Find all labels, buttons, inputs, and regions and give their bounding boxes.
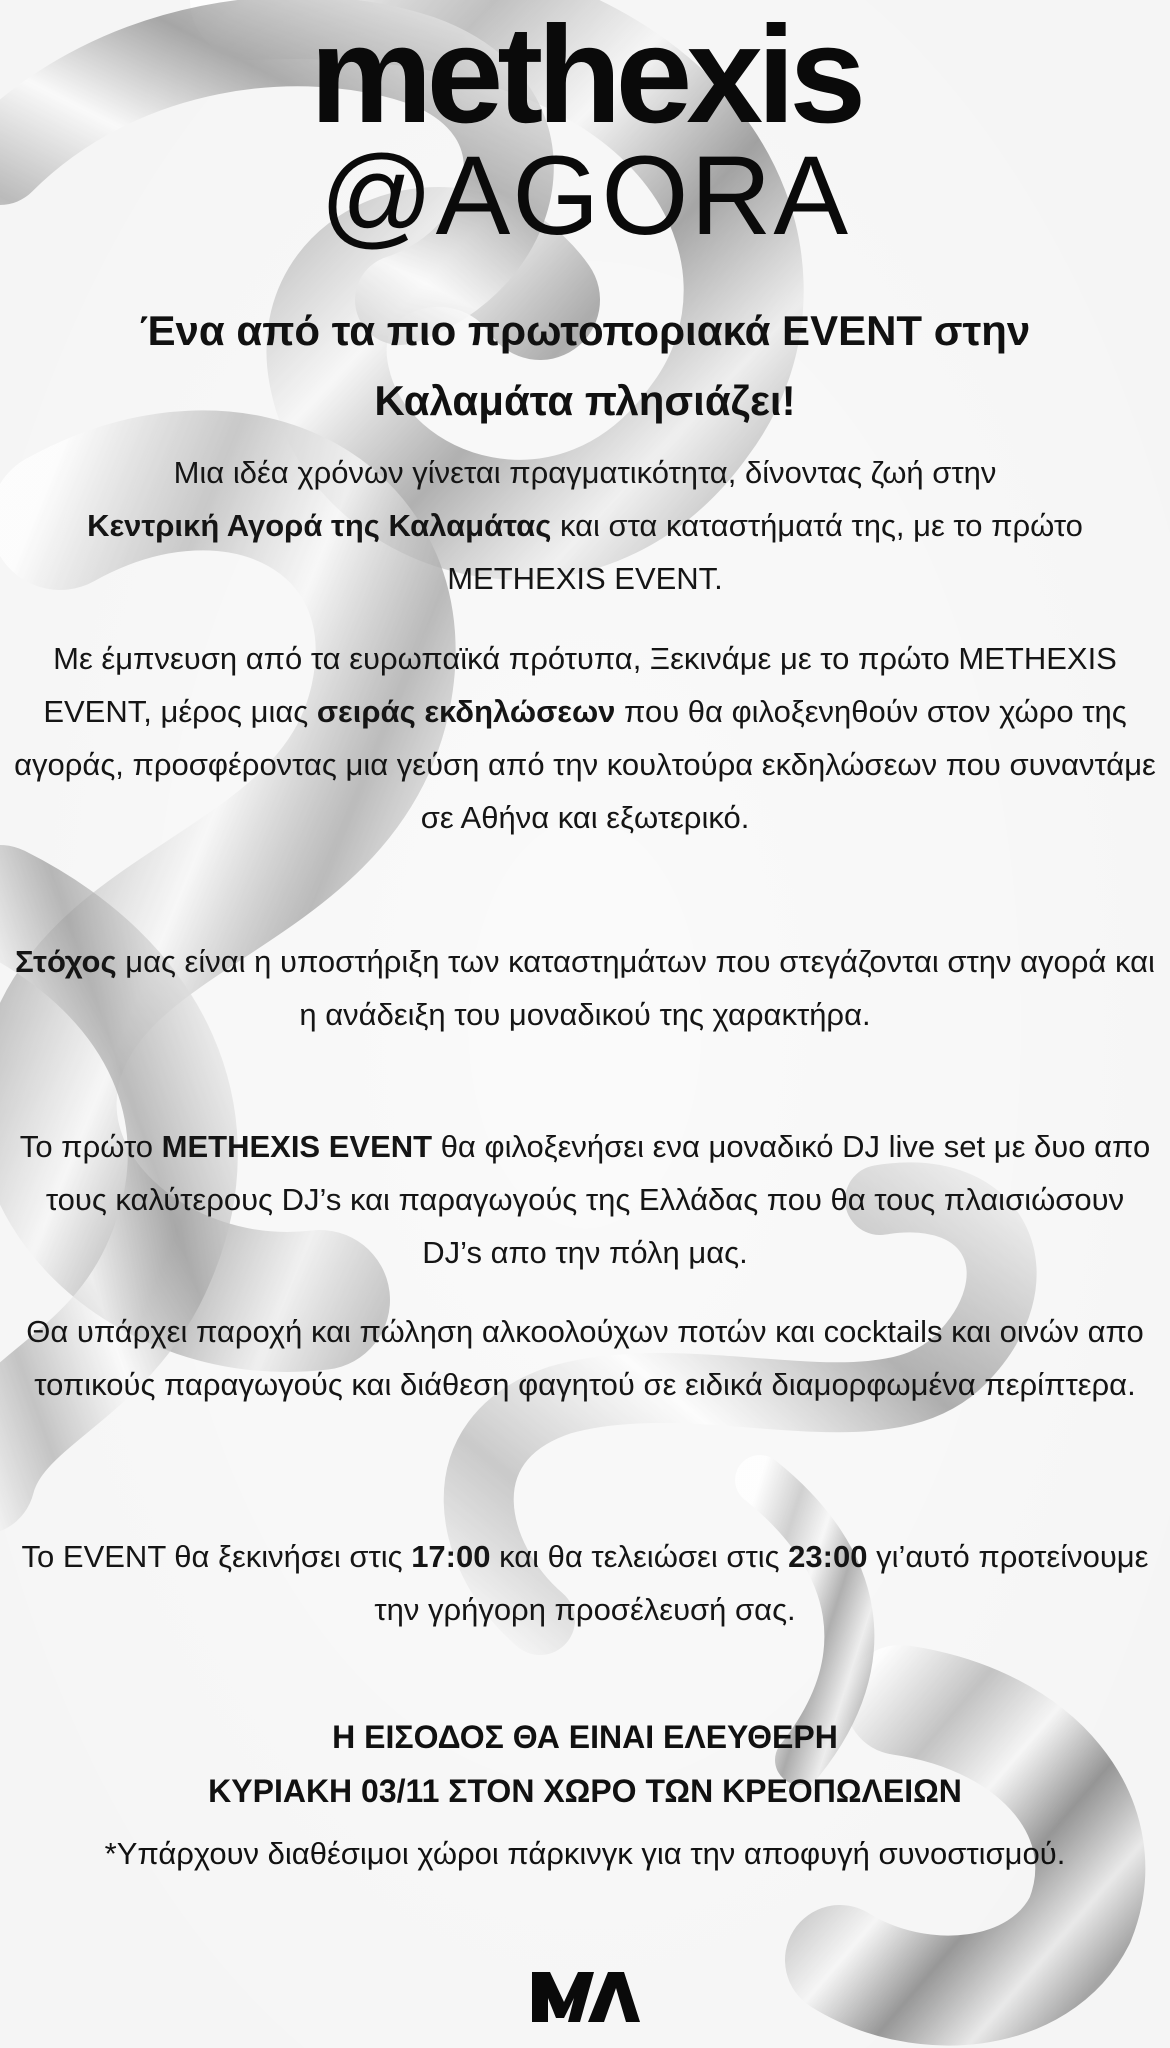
- ma-monogram-icon: [528, 1968, 644, 2026]
- intro-highlight: Κεντρική Αγορά της Καλαμάτας: [87, 508, 552, 543]
- dj-paragraph: [14, 1120, 1156, 1279]
- dj-text-2: θα φιλοξενήσει ενα μοναδικό DJ live set με δυο απο τους καλύτερους DJ’s και παραγωγούς της Ελλάδας που θα τους πλαισιώσουν DJ’s απο την πόλη μας.: [45, 1129, 1151, 1270]
- intro-text: Μια ιδέα χρόνων γίνεται πραγματικότητα, δίνοντας ζωή στην: [173, 455, 997, 490]
- intro-text-2: και στα καταστήματά της, με το πρώτο METHEXIS EVENT.: [447, 508, 1083, 596]
- brand-name: methexis: [309, 0, 861, 152]
- dj-highlight: METHEXIS EVENT: [161, 1129, 433, 1164]
- drinks-paragraph: [14, 1305, 1156, 1411]
- parking-footnote: *Υπάρχουν διαθέσιμοι χώροι πάρκινγκ για την αποφυγή συνοστισμού.: [104, 1836, 1066, 1871]
- free-entry-text: Η ΕΙΣΟΔΟΣ ΘΑ ΕΙΝΑΙ ΕΛΕΥΘΕΡΗ: [332, 1719, 838, 1755]
- dj-text: Το πρώτο: [19, 1129, 162, 1164]
- entry-notice: [20, 1710, 1150, 1818]
- goal-text: μας είναι η υποστήριξη των καταστημάτων που στεγάζονται στην αγορά και η ανάδειξη του μοναδικού της χαρακτήρα.: [116, 944, 1155, 1032]
- schedule-text-3: γι’αυτό προτείνουμε την γρήγορη προσέλευσή σας.: [374, 1539, 1149, 1627]
- inspiration-text: Με έμπνευση από τα ευρωπαϊκά πρότυπα, Ξεκινάμε με το πρώτο METHEXIS EVENT, μέρος μιας: [43, 641, 1117, 729]
- schedule-text: Το EVENT θα ξεκινήσει στις: [21, 1539, 412, 1574]
- schedule-paragraph: [14, 1530, 1156, 1636]
- start-time: 17:00: [411, 1539, 491, 1574]
- inspiration-text-2: που θα φιλοξενηθούν στον χώρο της αγοράς, προσφέροντας μια γεύση από την κουλτούρα εκδηλώσεων που συναντάμε σε Αθήνα και εξωτερικό.: [14, 694, 1156, 835]
- date-venue-text: ΚΥΡΙΑΚΗ 03/11 ΣΤΟΝ ΧΩΡΟ ΤΩΝ ΚΡΕΟΠΩΛΕΙΩΝ: [208, 1773, 962, 1809]
- intro-paragraph: [14, 446, 1156, 605]
- goal-paragraph: [14, 935, 1156, 1041]
- drinks-text: Θα υπάρχει παροχή και πώληση αλκοολούχων ποτών και cocktails και οινών απο τοπικούς παραγωγούς και διάθεση φαγητού σε ειδικά διαμορφωμένα περίπτερα.: [26, 1314, 1144, 1402]
- headline: [20, 296, 1150, 436]
- brand-location: @AGORA: [319, 133, 851, 258]
- end-time: 23:00: [788, 1539, 868, 1574]
- schedule-text-2: και θα τελειώσει στις: [490, 1539, 789, 1574]
- headline-line-1: Ένα από τα πιο πρωτοποριακά EVENT στην: [139, 307, 1031, 354]
- headline-line-2: Καλαμάτα πλησιάζει!: [374, 377, 796, 424]
- goal-highlight: Στόχος: [15, 944, 117, 979]
- inspiration-paragraph: [14, 632, 1156, 844]
- inspiration-highlight: σειράς εκδηλώσεων: [316, 694, 616, 729]
